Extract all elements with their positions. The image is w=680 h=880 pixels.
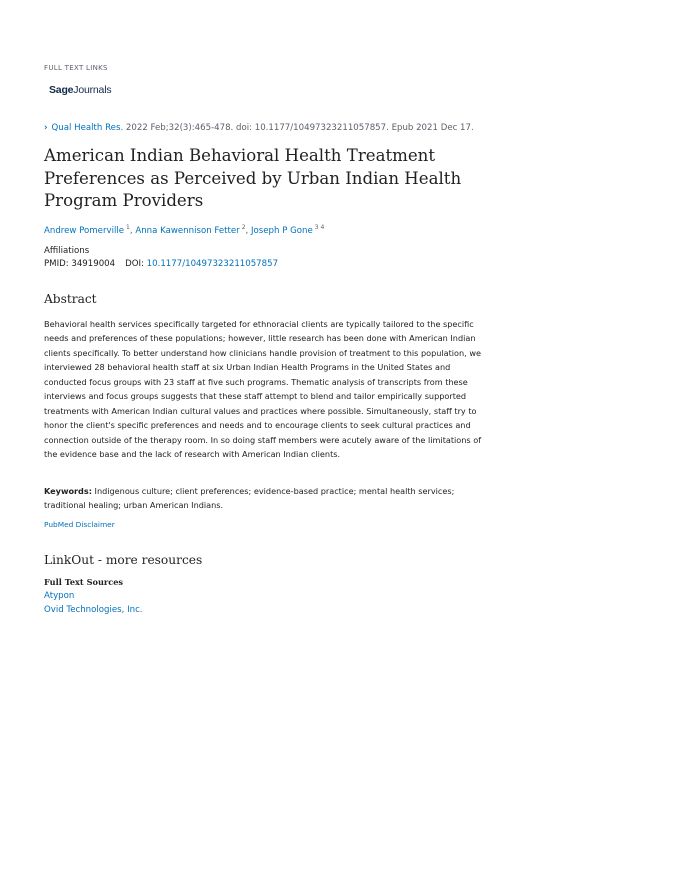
keywords <box>44 484 482 512</box>
full-text-links-label: FULL TEXT LINKS <box>44 64 108 72</box>
doi-label: DOI: <box>125 259 144 269</box>
author-separator: , <box>129 226 136 236</box>
citation-details: . 2022 Feb;32(3):465-478. doi: 10.1177/10497323211057857. Epub 2021 Dec 17. <box>120 123 474 133</box>
keywords-text: Indigenous culture; client preferences; evidence-based practice; mental health services; traditional healing; urban American Indians. <box>44 486 455 511</box>
sage-logo-light: Journals <box>73 84 112 96</box>
author-link[interactable]: Joseph P Gone <box>251 226 313 236</box>
article-title: American Indian Behavioral Health Treatment Preferences as Perceived by Urban Indian Health Program Providers <box>44 146 462 210</box>
author-affiliation-ref[interactable]: 2 <box>241 224 246 231</box>
abstract-text: Behavioral health services specifically targeted for ethnoracial clients are typically tailored to the specific needs and preferences of these populations; however, little research has been done with American Indian clients specifically. To better understand how clinicians handle provision of treatment to this population, we interviewed 28 behavioral health staff at six Urban Indian Health Programs in the United States and conducted focus groups with 23 staff at five such programs. Thematic analysis of transcripts from these interviews and focus groups suggests that these staff attempt to blend and tailor empirically supported treatments with American Indian cultural values and practices where possible. Simultaneously, staff try to honor the client's specific preferences and needs and to encourage clients to seek cultural practices and connection outside of the therapy room. In so doing staff members were acutely aware of the limitations of the evidence base and the lack of research with American Indian clients. <box>44 319 482 460</box>
journal-link[interactable]: Qual Health Res <box>51 123 121 133</box>
author-affiliation-ref[interactable]: 3 4 <box>314 224 325 231</box>
doi-link[interactable]: 10.1177/10497323211057857 <box>146 259 279 269</box>
sage-journals-logo-link[interactable] <box>49 84 111 96</box>
pubmed-disclaimer-link[interactable]: PubMed Disclaimer <box>44 520 115 529</box>
author-affiliation-ref[interactable]: 1 <box>126 224 130 231</box>
citation <box>44 123 474 133</box>
source-link-atypon[interactable]: Atypon <box>44 591 75 601</box>
keywords-label: Keywords: <box>44 486 92 496</box>
source-link-ovid[interactable]: Ovid Technologies, Inc. <box>44 605 143 615</box>
author-link[interactable]: Andrew Pomerville <box>44 226 125 236</box>
pmid: PMID: 34919004 <box>44 259 116 269</box>
full-text-sources-label: Full Text Sources <box>44 577 124 587</box>
chevron-right-icon[interactable]: › <box>44 123 48 133</box>
article-identifiers <box>44 259 278 269</box>
sage-logo-bold: Sage <box>49 84 74 96</box>
linkout-heading: LinkOut - more resources <box>44 553 203 567</box>
author-separator: , <box>245 226 251 236</box>
authors-list <box>44 224 324 236</box>
abstract-heading: Abstract <box>44 292 97 306</box>
author-link[interactable]: Anna Kawennison Fetter <box>135 226 240 236</box>
affiliations-toggle[interactable]: Affiliations <box>44 246 90 256</box>
